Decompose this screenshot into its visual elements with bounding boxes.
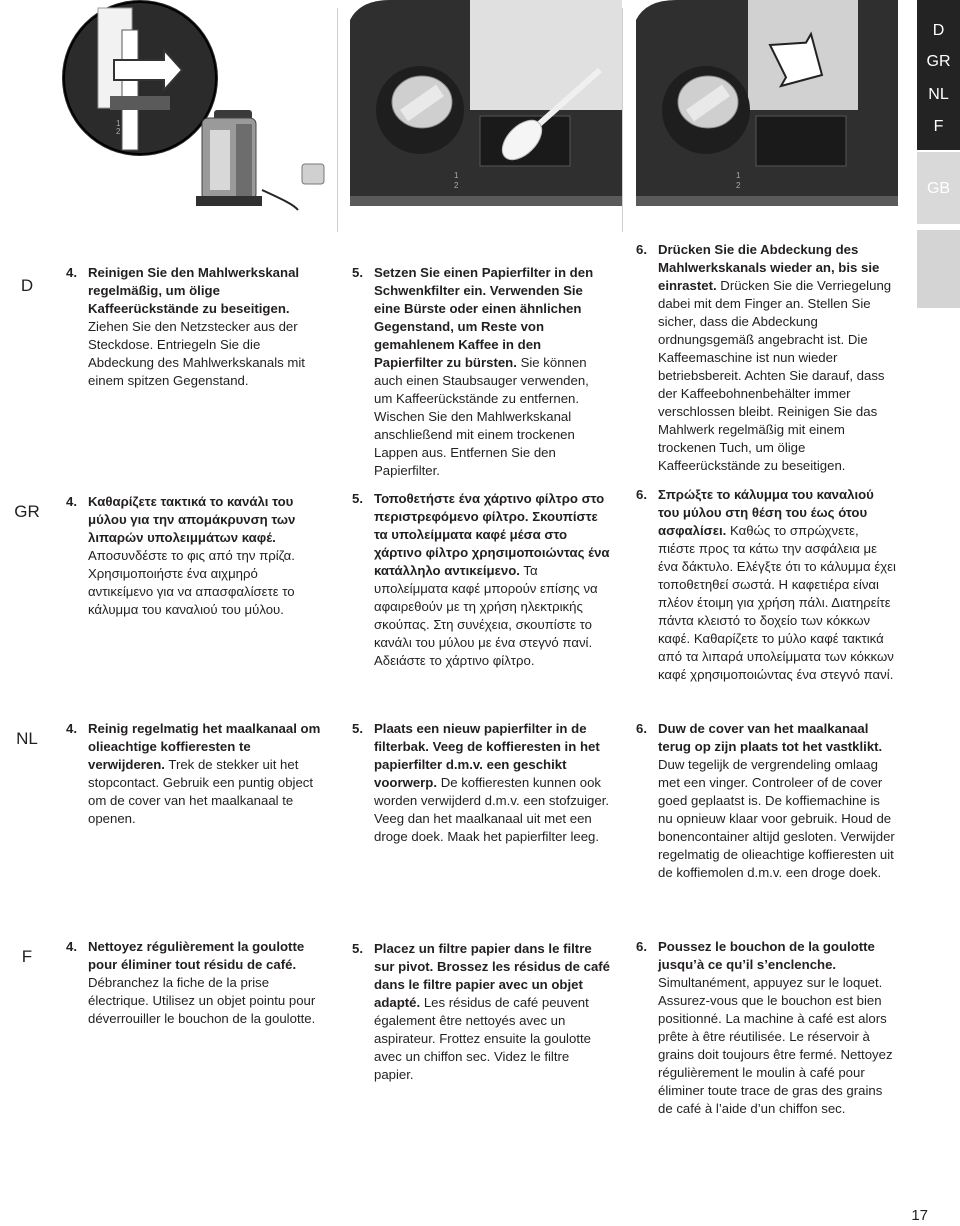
illustration-brush [350, 0, 622, 232]
step-gr-6 [636, 486, 898, 684]
step-number: 5. [352, 265, 363, 280]
step-number: 5. [352, 491, 363, 506]
step-f-4 [66, 938, 326, 1028]
row-label-f: F [21, 947, 33, 966]
tab-lang-f[interactable]: F [933, 118, 944, 135]
step-gr-4 [66, 493, 326, 619]
svg-text:1: 1 [736, 171, 741, 180]
step-heading: Placez un filtre papier dans le filtre sur pivot. Brossez les résidus de café dans le filtre papier avec un objet adapté. [374, 941, 611, 1010]
step-nl-5 [352, 720, 610, 846]
step-body: Τα υπολείμματα καφέ μπορούν επίσης να αφαιρεθούν με τη χρήση ηλεκτρικής σκούπας. Στη συνέχεια, σκουπίστε το κανάλι του μύλου με ένα στεγνό πανί. Αδειάστε το χάρτινο φίλτρο. [374, 563, 598, 668]
divider [337, 8, 338, 232]
step-heading: Καθαρίζετε τακτικά το κανάλι του μύλου για την απομάκρυνση των λιπαρών υπολειμμάτων καφέ. [88, 494, 296, 545]
step-d-5 [352, 264, 610, 480]
step-number: 6. [636, 939, 647, 954]
tab-lang-gb[interactable]: GB [926, 180, 951, 197]
step-heading: Poussez le bouchon de la goulotte jusqu’à ce qu’il s’enclenche. [658, 939, 875, 972]
step-body: De koffieresten kunnen ook worden verwijderd d.m.v. een stofzuiger. Veeg dan het maalkanaal uit met een droge doek. Maak het papierfilter leeg. [374, 775, 610, 844]
step-body: Αποσυνδέστε το φις από την πρίζα. Χρησιμοποιήστε ένα αιχμηρό αντικείμενο για να απασφαλίσετε το κάλυμμα του καναλιού του μύλου. [88, 548, 295, 617]
tab-lang-d[interactable]: D [932, 22, 945, 39]
step-heading: Drücken Sie die Abdeckung des Mahlwerkskanals wieder an, bis sie einrastet. [658, 242, 880, 293]
tab-lang-gr[interactable]: GR [926, 53, 951, 70]
step-body: Trek de stekker uit het stopcontact. Gebruik een puntig object om de cover van het maalkanaal te openen. [88, 757, 314, 826]
step-number: 6. [636, 242, 647, 257]
step-number: 4. [66, 265, 77, 280]
step-heading: Duw de cover van het maalkanaal terug op zijn plaats tot het vastklikt. [658, 721, 883, 754]
step-d-4 [66, 264, 326, 390]
step-nl-6 [636, 720, 896, 882]
step-body: Ziehen Sie den Netzstecker aus der Steckdose. Entriegeln Sie die Abdeckung des Mahlwerkskanals mit einem spitzen Gegenstand. [88, 319, 305, 388]
row-label-d: D [20, 276, 34, 295]
step-gr-5 [352, 490, 610, 670]
step-d-6 [636, 241, 896, 475]
step-number: 4. [66, 494, 77, 509]
step-heading: Plaats een nieuw papierfilter in de filterbak. Veeg de koffieresten in het papierfilter d.m.v. een geschikt voorwerp. [374, 721, 600, 790]
row-label-gr: GR [14, 502, 40, 521]
step-nl-4 [66, 720, 326, 828]
step-body: Simultanément, appuyez sur le loquet. Assurez-vous que le bouchon est bien positionné. La machine à café est alors prête à être réutilisée. Le réservoir à grains doit toujours être fermé. Nettoyez régulièrement le moulin à café pour éliminer toute trace de gras des grains de café à l’aide d’un chiffon sec. [658, 975, 893, 1116]
page-number: 17 [911, 1207, 928, 1224]
illus-label-1: 1 [116, 119, 121, 128]
svg-text:2: 2 [736, 181, 741, 190]
step-body: Duw tegelijk de vergrendeling omlaag met een vinger. Controleer of de cover goed geplaatst is. De koffiemachine is nu opnieuw klaar voor gebruik. Houd de bonencontainer altijd gesloten. Verwijder regelmatig de olieachtige koffieresten uit de koffiemolen d.m.v. een droge doek. [658, 757, 895, 880]
divider [622, 8, 623, 232]
side-tab [917, 230, 960, 308]
step-body: Débranchez la fiche de la prise électrique. Utilisez un objet pointu pour déverrouiller le bouchon de la goulotte. [88, 975, 316, 1026]
illus-label-2: 2 [116, 127, 121, 136]
step-f-5 [352, 940, 610, 1084]
illustration-close-cover [636, 0, 898, 232]
svg-text:1: 1 [454, 171, 459, 180]
step-heading: Reinigen Sie den Mahlwerkskanal regelmäßig, um ölige Kaffeerückstände zu beseitigen. [88, 265, 300, 316]
tab-lang-nl[interactable]: NL [928, 86, 949, 103]
step-heading: Τοποθετήστε ένα χάρτινο φίλτρο στο περιστρεφόμενο φίλτρο. Σκουπίστε τα υπολείμματα καφέ μέσα στο χάρτινο φίλτρο χρησιμοποιώντας ένα κατάλληλο αντικείμενο. [374, 491, 610, 578]
svg-text:2: 2 [454, 181, 459, 190]
step-heading: Setzen Sie einen Papierfilter in den Schwenkfilter ein. Verwenden Sie eine Bürste oder einen ähnlichen Gegenstand, um Reste von gemahlenem Kaffee in den Papierfilter zu bürsten. [374, 265, 594, 370]
step-number: 6. [636, 487, 647, 502]
step-number: 5. [352, 721, 363, 736]
step-body: Sie können auch einen Staubsauger verwenden, um Kaffeerückstände zu entfernen. Wischen Sie den Mahlwerkskanal anschließend mit einem trockenen Lappen aus. Entfernen Sie den Papierfilter. [374, 355, 589, 478]
step-body: Καθώς το σπρώχνετε, πιέστε προς τα κάτω την ασφάλεια με ένα δάκτυλο. Ελέγξτε ότι το κάλυμμα έχει τοποθετηθεί σωστά. Η καφετιέρα είναι πλέον έτοιμη για χρήση πάλι. Διατηρείτε πάντα κλειστό το δοχείο των κόκκων καφέ. Καθαρίζετε το μύλο καφέ τακτικά από τα λιπαρά υπολείμματα των κόκκων καφέ χρησιμοποιώντας ένα στεγνό πανί. [658, 523, 896, 682]
step-number: 5. [352, 941, 363, 956]
step-heading: Reinig regelmatig het maalkanaal om olieachtige koffieresten te verwijderen. [88, 721, 321, 772]
step-f-6 [636, 938, 896, 1118]
step-number: 4. [66, 721, 77, 736]
illustration-open-cover [54, 0, 336, 232]
step-body: Drücken Sie die Verriegelung dabei mit dem Finger an. Stellen Sie sicher, dass die Abdeckung ordnungsgemäß angebracht ist. Die Kaffeemaschine ist nun wieder betriebsbereit. Achten Sie darauf, dass der Kaffeebohnenbehälter immer verschlossen bleibt. Reinigen Sie das Mahlwerk regelmäßig mit einem trockenen Tuch, um ölige Kaffeerückstände zu beseitigen. [658, 278, 892, 473]
step-heading: Nettoyez régulièrement la goulotte pour éliminer tout résidu de café. [88, 939, 305, 972]
step-body: Les résidus de café peuvent également être nettoyés avec un aspirateur. Frottez ensuite la goulotte avec un chiffon sec. Videz le filtre papier. [374, 995, 591, 1082]
row-label-nl: NL [16, 729, 38, 748]
step-number: 4. [66, 939, 77, 954]
step-number: 6. [636, 721, 647, 736]
step-heading: Σπρώξτε το κάλυμμα του καναλιού του μύλου στη θέση του έως ότου ασφαλίσει. [658, 487, 874, 538]
